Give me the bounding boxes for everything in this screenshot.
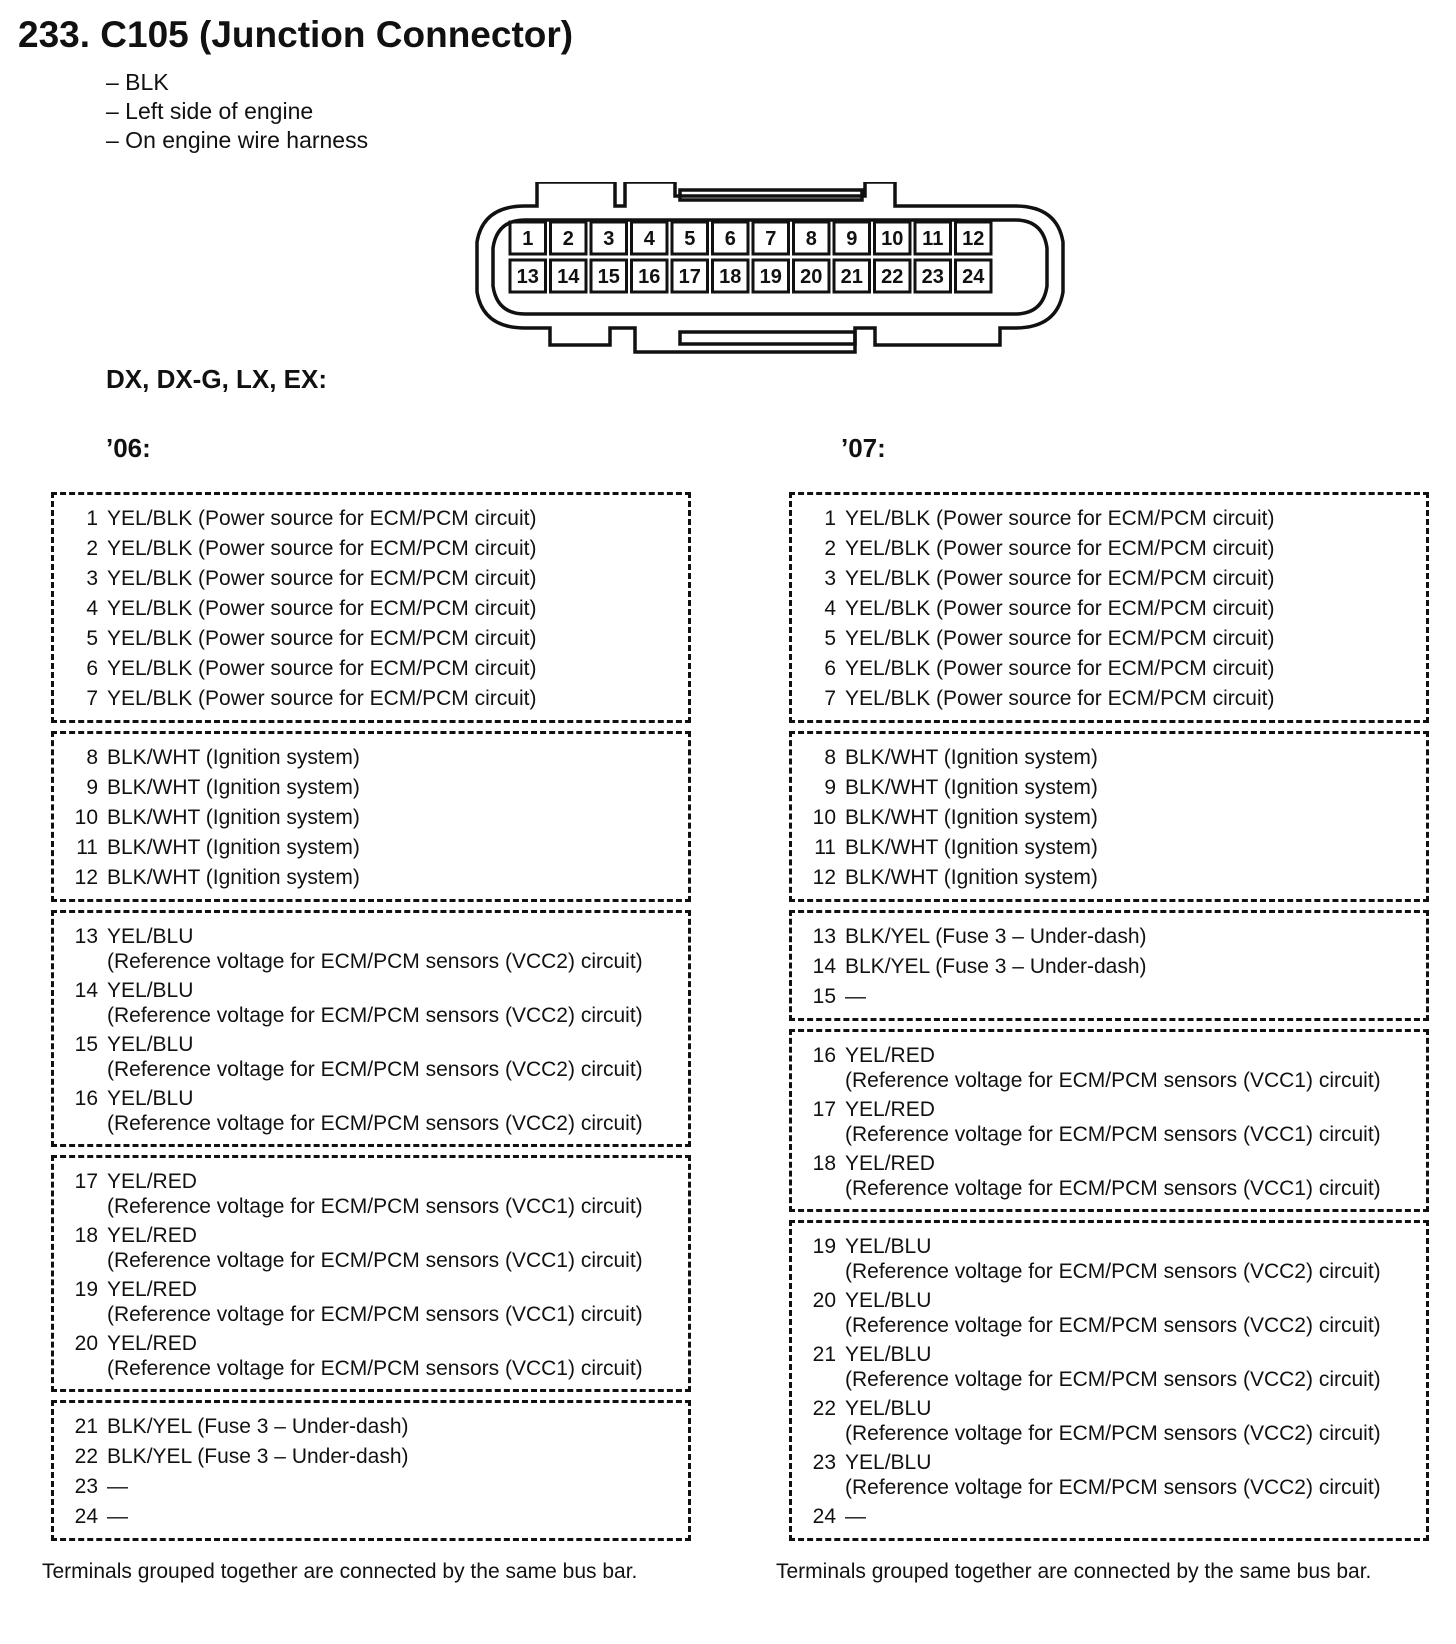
terminal-row (62, 833, 680, 863)
terminal-row (62, 773, 680, 803)
terminal-description: BLK/WHT (Ignition system) (845, 776, 1098, 799)
terminal-number: 1 (86, 507, 98, 530)
bus-bar-group (51, 1155, 691, 1392)
terminal-number: 8 (86, 746, 98, 769)
terminal-number: 2 (824, 537, 836, 560)
terminal-description: YEL/RED (845, 1098, 935, 1121)
terminal-row (62, 1329, 680, 1359)
terminal-description: YEL/BLU (845, 1235, 932, 1258)
terminal-circuit-detail: (Reference voltage for ECM/PCM sensors (VCC2) circuit) (107, 1058, 643, 1081)
terminal-number: 21 (812, 1343, 836, 1366)
bus-bar-group (789, 492, 1429, 723)
terminal-row (62, 1442, 680, 1472)
terminal-number: 11 (814, 836, 836, 859)
year-07-heading: ’07: (841, 433, 886, 463)
terminal-row (800, 952, 1418, 982)
terminal-description: YEL/BLU (107, 979, 194, 1002)
terminal-number: 7 (86, 687, 98, 710)
connector-pin-label: 20 (800, 266, 823, 288)
terminal-description: YEL/BLK (Power source for ECM/PCM circuit) (845, 537, 1275, 560)
terminal-description: BLK/YEL (Fuse 3 – Under-dash) (845, 925, 1147, 948)
terminal-row (800, 1502, 1418, 1532)
terminal-description: YEL/BLU (107, 1033, 194, 1056)
connector-pin-label: 7 (765, 228, 777, 250)
terminal-description: BLK/WHT (Ignition system) (107, 776, 360, 799)
terminal-circuit-detail: (Reference voltage for ECM/PCM sensors (VCC1) circuit) (107, 1357, 643, 1380)
model-heading: DX, DX-G, LX, EX: (106, 364, 328, 394)
terminal-circuit-detail: (Reference voltage for ECM/PCM sensors (VCC1) circuit) (845, 1123, 1381, 1146)
terminal-description: YEL/BLK (Power source for ECM/PCM circuit) (107, 537, 537, 560)
terminal-row (800, 504, 1418, 534)
terminal-row (800, 1340, 1418, 1370)
terminal-number: 24 (74, 1505, 98, 1528)
terminal-number: 18 (812, 1152, 836, 1175)
connector-pins (510, 222, 991, 292)
terminal-number: 12 (812, 866, 836, 889)
terminal-description: YEL/BLK (Power source for ECM/PCM circuit) (845, 567, 1275, 590)
terminal-description: YEL/BLU (845, 1343, 932, 1366)
connector-pin-label: 12 (962, 228, 985, 250)
terminal-circuit-detail: (Reference voltage for ECM/PCM sensors (VCC1) circuit) (107, 1249, 643, 1272)
terminal-number: 9 (86, 776, 98, 799)
connector-pin-label: 22 (881, 266, 904, 288)
bus-bar-group (51, 910, 691, 1147)
terminal-circuit-detail: (Reference voltage for ECM/PCM sensors (VCC2) circuit) (107, 1112, 643, 1135)
page-title: 233. C105 (Junction Connector) (18, 14, 574, 55)
terminal-number: 23 (74, 1475, 98, 1498)
terminal-description: YEL/BLK (Power source for ECM/PCM circuit) (845, 597, 1275, 620)
terminal-row (800, 743, 1418, 773)
terminal-description: YEL/BLU (845, 1451, 932, 1474)
terminal-number: 19 (812, 1235, 836, 1258)
terminal-number: 21 (74, 1415, 98, 1438)
terminal-description: BLK/WHT (Ignition system) (845, 866, 1098, 889)
terminal-description: BLK/WHT (Ignition system) (845, 806, 1098, 829)
terminal-number: 7 (824, 687, 836, 710)
terminal-row (800, 1394, 1418, 1424)
terminal-description: BLK/WHT (Ignition system) (845, 746, 1098, 769)
terminal-circuit-detail: (Reference voltage for ECM/PCM sensors (VCC2) circuit) (107, 1004, 643, 1027)
terminal-description: BLK/YEL (Fuse 3 – Under-dash) (845, 955, 1147, 978)
connector-pin-label: 24 (962, 266, 985, 288)
terminal-row (62, 594, 680, 624)
terminal-row (62, 743, 680, 773)
terminal-number: 4 (824, 597, 836, 620)
connector-pin-label: 10 (881, 228, 904, 250)
terminal-row (800, 833, 1418, 863)
terminal-number: 13 (812, 925, 836, 948)
connector-pin-label: 19 (759, 266, 782, 288)
terminal-row (800, 922, 1418, 952)
terminal-description: YEL/BLK (Power source for ECM/PCM circuit) (107, 627, 537, 650)
connector-pin-label: 23 (921, 266, 944, 288)
bus-bar-group (789, 1220, 1429, 1541)
terminal-row (800, 564, 1418, 594)
terminal-circuit-detail: (Reference voltage for ECM/PCM sensors (VCC2) circuit) (845, 1368, 1381, 1391)
terminal-row (800, 594, 1418, 624)
terminal-row (800, 1041, 1418, 1071)
terminal-number: 22 (74, 1445, 98, 1468)
terminal-number: 2 (86, 537, 98, 560)
terminal-row (62, 1030, 680, 1060)
connector-pin-label: 13 (516, 266, 539, 288)
terminal-row (800, 534, 1418, 564)
terminal-number: 4 (86, 597, 98, 620)
terminal-number: 20 (812, 1289, 836, 1312)
terminal-description: — (845, 1505, 866, 1528)
terminal-number: 16 (812, 1044, 836, 1067)
terminal-row (800, 1286, 1418, 1316)
footnote-06: Terminals grouped together are connected by the same bus bar. (42, 1560, 638, 1583)
terminal-description: — (845, 985, 866, 1008)
terminal-row (62, 1412, 680, 1442)
terminal-row (800, 863, 1418, 893)
terminal-description: YEL/BLK (Power source for ECM/PCM circuit) (107, 657, 537, 680)
connector-pin-label: 4 (643, 228, 655, 250)
terminal-number: 16 (74, 1087, 98, 1110)
terminal-circuit-detail: (Reference voltage for ECM/PCM sensors (VCC2) circuit) (845, 1314, 1381, 1337)
terminal-description: BLK/WHT (Ignition system) (845, 836, 1098, 859)
terminal-row (62, 922, 680, 952)
terminal-row (62, 1167, 680, 1197)
connector-pin-label: 11 (922, 228, 944, 250)
terminal-row (62, 1084, 680, 1114)
terminal-row (800, 982, 1418, 1012)
terminal-number: 23 (812, 1451, 836, 1474)
terminal-row (800, 773, 1418, 803)
terminal-circuit-detail: (Reference voltage for ECM/PCM sensors (VCC1) circuit) (845, 1177, 1381, 1200)
connector-pin-label: 2 (562, 228, 574, 250)
connector-pin-label: 15 (597, 266, 620, 288)
terminal-number: 1 (824, 507, 836, 530)
terminal-row (62, 1502, 680, 1532)
terminal-number: 12 (74, 866, 98, 889)
terminal-description: YEL/BLK (Power source for ECM/PCM circuit) (845, 657, 1275, 680)
terminal-description: YEL/RED (107, 1224, 197, 1247)
terminal-number: 24 (812, 1505, 836, 1528)
terminal-description: YEL/RED (107, 1278, 197, 1301)
bus-bar-group (789, 910, 1429, 1021)
terminal-row (800, 684, 1418, 714)
footnote-07: Terminals grouped together are connected by the same bus bar. (776, 1560, 1372, 1583)
terminal-description: YEL/RED (845, 1044, 935, 1067)
terminal-description: YEL/BLK (Power source for ECM/PCM circuit) (845, 507, 1275, 530)
terminal-row (800, 654, 1418, 684)
terminal-description: YEL/RED (107, 1170, 197, 1193)
terminal-row (62, 1472, 680, 1502)
terminal-number: 5 (824, 627, 836, 650)
note-location: – Left side of engine (106, 98, 314, 124)
terminal-description: YEL/BLK (Power source for ECM/PCM circuit) (107, 567, 537, 590)
bus-bar-group (789, 1029, 1429, 1212)
terminal-number: 8 (824, 746, 836, 769)
terminal-description: YEL/RED (107, 1332, 197, 1355)
terminal-description: YEL/BLK (Power source for ECM/PCM circuit) (845, 687, 1275, 710)
terminal-description: BLK/WHT (Ignition system) (107, 806, 360, 829)
terminal-description: YEL/RED (845, 1152, 935, 1175)
bus-bar-group (789, 731, 1429, 902)
terminal-number: 11 (76, 836, 98, 859)
terminal-description: — (107, 1475, 128, 1498)
terminal-description: YEL/BLK (Power source for ECM/PCM circuit) (845, 627, 1275, 650)
terminal-row (62, 564, 680, 594)
connector-pin-label: 17 (678, 266, 701, 288)
terminal-row (62, 534, 680, 564)
terminal-number: 3 (824, 567, 836, 590)
terminal-number: 3 (86, 567, 98, 590)
terminal-number: 5 (86, 627, 98, 650)
connector-pin-label: 21 (840, 266, 863, 288)
terminal-number: 15 (74, 1033, 98, 1056)
terminal-circuit-detail: (Reference voltage for ECM/PCM sensors (VCC1) circuit) (845, 1069, 1381, 1092)
terminal-description: YEL/BLK (Power source for ECM/PCM circuit) (107, 687, 537, 710)
connector-bottom-rib (680, 332, 855, 344)
terminal-row (62, 654, 680, 684)
terminal-number: 18 (74, 1224, 98, 1247)
terminal-row (62, 803, 680, 833)
note-harness: – On engine wire harness (106, 127, 369, 153)
terminal-description: YEL/BLU (107, 925, 194, 948)
terminal-description: BLK/WHT (Ignition system) (107, 866, 360, 889)
connector-pin-label: 16 (638, 266, 661, 288)
terminal-number: 17 (74, 1170, 98, 1193)
terminal-description: YEL/BLU (845, 1289, 932, 1312)
connector-pin-label: 8 (805, 228, 817, 250)
terminal-number: 14 (74, 979, 98, 1002)
bus-bar-group (51, 492, 691, 723)
connector-pin-label: 6 (724, 228, 736, 250)
terminal-number: 10 (812, 806, 836, 829)
connector-pin-label: 5 (684, 228, 696, 250)
terminal-row (62, 1275, 680, 1305)
terminal-number: 9 (824, 776, 836, 799)
terminal-row (62, 504, 680, 534)
terminal-description: YEL/BLU (845, 1397, 932, 1420)
terminal-circuit-detail: (Reference voltage for ECM/PCM sensors (VCC2) circuit) (845, 1260, 1381, 1283)
connector-notes (106, 68, 368, 155)
terminal-description: YEL/BLK (Power source for ECM/PCM circuit) (107, 597, 537, 620)
terminal-number: 20 (74, 1332, 98, 1355)
connector-pin-label: 14 (557, 266, 580, 288)
bus-bar-group (51, 731, 691, 902)
terminal-circuit-detail: (Reference voltage for ECM/PCM sensors (VCC2) circuit) (845, 1476, 1381, 1499)
note-color: – BLK (106, 69, 169, 95)
terminal-row (800, 1448, 1418, 1478)
terminal-row (800, 803, 1418, 833)
terminal-description: YEL/BLK (Power source for ECM/PCM circuit) (107, 507, 537, 530)
terminal-description: BLK/WHT (Ignition system) (107, 746, 360, 769)
terminal-list-07 (789, 492, 1429, 1549)
terminal-number: 19 (74, 1278, 98, 1301)
terminal-circuit-detail: (Reference voltage for ECM/PCM sensors (VCC2) circuit) (845, 1422, 1381, 1445)
terminal-number: 6 (824, 657, 836, 680)
terminal-row (800, 1232, 1418, 1262)
terminal-description: — (107, 1505, 128, 1528)
terminal-number: 6 (86, 657, 98, 680)
terminal-row (62, 1221, 680, 1251)
terminal-number: 22 (812, 1397, 836, 1420)
terminal-description: YEL/BLU (107, 1087, 194, 1110)
terminal-row (62, 863, 680, 893)
terminal-number: 17 (812, 1098, 836, 1121)
terminal-row (62, 684, 680, 714)
terminal-description: BLK/YEL (Fuse 3 – Under-dash) (107, 1415, 409, 1438)
terminal-number: 13 (74, 925, 98, 948)
terminal-circuit-detail: (Reference voltage for ECM/PCM sensors (VCC2) circuit) (107, 950, 643, 973)
terminal-number: 10 (74, 806, 98, 829)
bus-bar-group (51, 1400, 691, 1541)
terminal-circuit-detail: (Reference voltage for ECM/PCM sensors (VCC1) circuit) (107, 1195, 643, 1218)
terminal-description: BLK/WHT (Ignition system) (107, 836, 360, 859)
terminal-description: BLK/YEL (Fuse 3 – Under-dash) (107, 1445, 409, 1468)
terminal-number: 15 (812, 985, 836, 1008)
connector-pin-label: 3 (603, 228, 615, 250)
terminal-circuit-detail: (Reference voltage for ECM/PCM sensors (VCC1) circuit) (107, 1303, 643, 1326)
terminal-row (800, 624, 1418, 654)
terminal-row (62, 976, 680, 1006)
year-06-heading: ’06: (106, 433, 151, 463)
connector-pin-label: 9 (846, 228, 858, 250)
connector-pin-label: 18 (719, 266, 742, 288)
terminal-row (62, 624, 680, 654)
connector-face-diagram (475, 182, 1065, 357)
terminal-row (800, 1095, 1418, 1125)
connector-pin-label: 1 (522, 228, 534, 250)
terminal-row (800, 1149, 1418, 1179)
terminal-list-06 (51, 492, 691, 1549)
terminal-number: 14 (812, 955, 836, 978)
